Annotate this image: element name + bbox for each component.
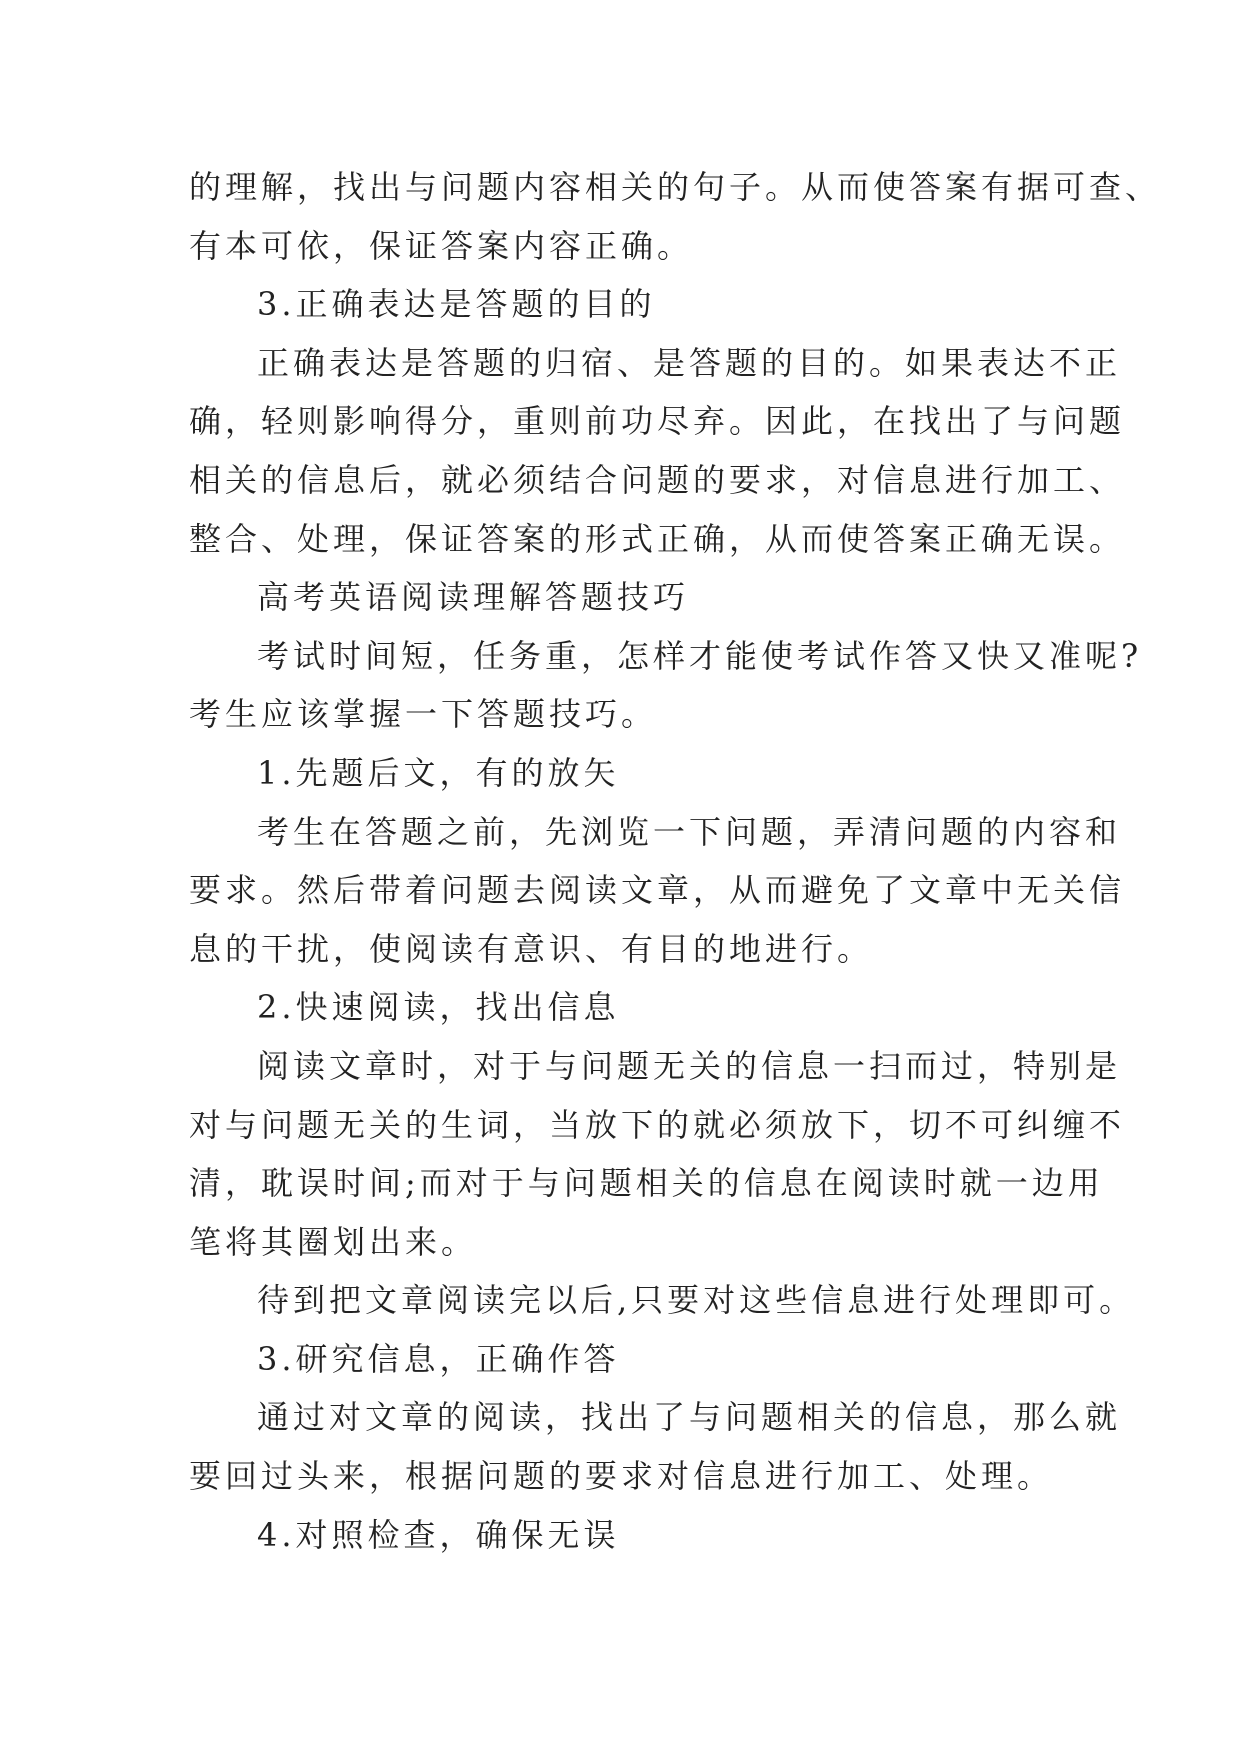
text-line: 考生应该掌握一下答题技巧。 [189,695,658,734]
section-heading: 1.先题后文，有的放矢 [257,753,620,792]
section-heading: 3.正确表达是答题的目的 [257,285,656,324]
text-line: 笔将其圈划出来。 [189,1222,478,1261]
text-line: 清，耽误时间;而对于与问题相关的信息在阅读时就一边用 [189,1164,1104,1203]
text-line: 通过对文章的阅读，找出了与问题相关的信息，那么就 [257,1398,1122,1437]
text-line: 确，轻则影响得分，重则前功尽弃。因此，在找出了与问题 [189,402,1126,441]
document-title: 高考英语阅读理解答题技巧 [257,578,690,617]
text-line: 要回过头来，根据问题的要求对信息进行加工、处理。 [189,1457,1054,1496]
text-line: 的理解，找出与问题内容相关的句子。从而使答案有据可查、 [189,168,1162,206]
section-heading: 3.研究信息，正确作答 [257,1339,620,1378]
text-line: 正确表达是答题的归宿、是答题的目的。如果表达不正 [257,343,1122,382]
text-line: 考试时间短，任务重，怎样才能使考试作答又快又准呢? [257,636,1143,675]
text-line: 待到把文章阅读完以后,只要对这些信息进行处理即可。 [257,1281,1136,1320]
text-line: 对与问题无关的生词，当放下的就必须放下，切不可纠缠不 [189,1105,1126,1144]
text-line: 息的干扰，使阅读有意识、有目的地进行。 [189,929,874,968]
section-heading: 4.对照检查，确保无误 [257,1515,620,1554]
text-line: 有本可依，保证答案内容正确。 [189,226,694,265]
document-body [189,158,1162,1564]
section-heading: 2.快速阅读，找出信息 [257,988,620,1027]
text-line: 要求。然后带着问题去阅读文章，从而避免了文章中无关信 [189,871,1126,910]
text-line: 相关的信息后，就必须结合问题的要求，对信息进行加工、 [189,460,1126,499]
text-line: 阅读文章时，对于与问题无关的信息一扫而过，特别是 [257,1046,1122,1085]
text-line: 考生在答题之前，先浏览一下问题，弄清问题的内容和 [257,812,1122,851]
text-line: 整合、处理，保证答案的形式正确，从而使答案正确无误。 [189,519,1126,558]
